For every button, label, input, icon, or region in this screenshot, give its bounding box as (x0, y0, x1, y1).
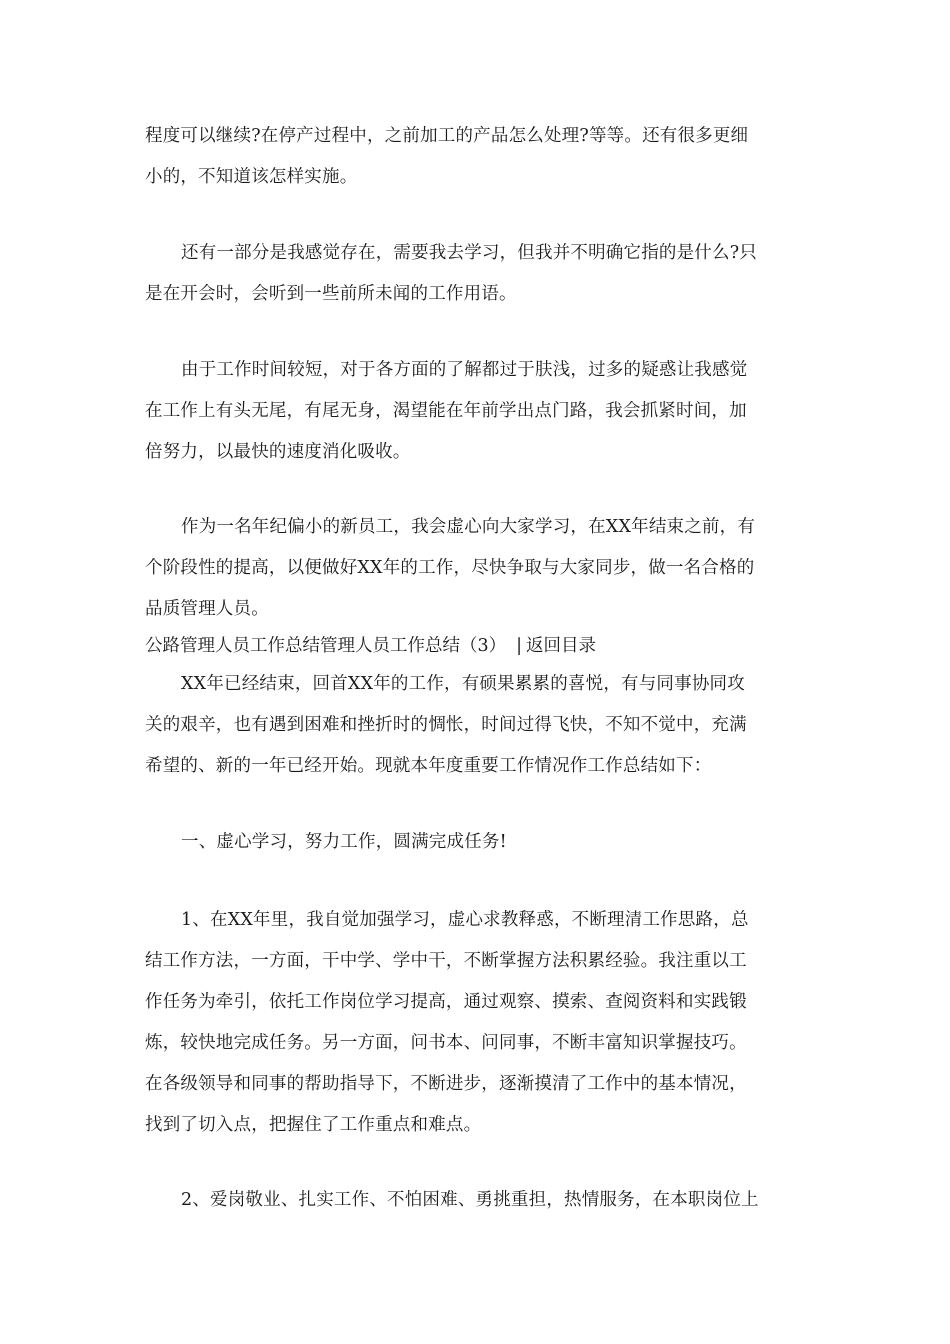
paragraph-6 (145, 822, 810, 863)
back-to-contents-link[interactable]: 返回目录 (526, 636, 597, 656)
section-heading (145, 632, 825, 660)
text-line: 个阶段性的提高，以便做好XX年的工作，尽快争取与大家同步，做一名合格的 (145, 558, 755, 578)
text-line: 希望的、新的一年已经开始。现就本年度重要工作情况作工作总结如下： (145, 756, 712, 776)
paragraph-4 (145, 507, 810, 630)
text-line: 小的，不知道该怎样实施。 (145, 167, 358, 187)
text-line: 1、在XX年里，我自觉加强学习，虚心求教释惑，不断理清工作思路，总 (181, 910, 749, 930)
paragraph-7 (145, 900, 810, 1146)
text-line: 由于工作时间较短，对于各方面的了解都过于肤浅，过多的疑惑让我感觉 (181, 360, 748, 380)
text-line: 作为一名年纪偏小的新员工，我会虚心向大家学习，在XX年结束之前，有 (181, 517, 756, 537)
text-line: 关的艰辛，也有遇到困难和挫折时的惆怅，时间过得飞快，不知不觉中，充满 (145, 715, 747, 735)
paragraph-3 (145, 350, 810, 473)
text-line: 还有一部分是我感觉存在，需要我去学习，但我并不明确它指的是什么?只 (181, 243, 757, 263)
text-line: 2、爱岗敬业、扎实工作、不怕困难、勇挑重担，热情服务，在本职岗位上 (181, 1190, 759, 1210)
text-line: 程度可以继续?在停产过程中，之前加工的产品怎么处理?等等。还有很多更细 (145, 126, 749, 146)
paragraph-1 (145, 116, 810, 198)
text-line: XX年已经结束，回首XX年的工作，有硕果累累的喜悦，有与同事协同攻 (181, 674, 745, 694)
paragraph-5 (145, 664, 810, 787)
text-line: 在各级领导和同事的帮助指导下，不断进步，逐渐摸清了工作中的基本情况， (145, 1074, 747, 1094)
text-line: 结工作方法，一方面，干中学、学中干，不断掌握方法积累经验。我注重以工 (145, 951, 747, 971)
text-line: 倍努力，以最快的速度消化吸收。 (145, 442, 411, 462)
text-line: 品质管理人员。 (145, 599, 269, 619)
text-line: 找到了切入点，把握住了工作重点和难点。 (145, 1115, 482, 1135)
section-title: 公路管理人员工作总结管理人员工作总结（3） (145, 636, 507, 656)
text-line: 炼，较快地完成任务。另一方面，问书本、问同事，不断丰富知识掌握技巧。 (145, 1033, 747, 1053)
heading-separator: | (516, 636, 523, 656)
text-line: 一、虚心学习，努力工作，圆满完成任务! (181, 832, 507, 852)
text-line: 作任务为牵引，依托工作岗位学习提高，通过观察、摸索、查阅资料和实践锻 (145, 992, 747, 1012)
paragraph-2 (145, 233, 810, 315)
text-line: 在工作上有头无尾，有尾无身，渴望能在年前学出点门路，我会抓紧时间，加 (145, 401, 747, 421)
text-line: 是在开会时，会听到一些前所未闻的工作用语。 (145, 284, 517, 304)
paragraph-8 (145, 1180, 810, 1221)
